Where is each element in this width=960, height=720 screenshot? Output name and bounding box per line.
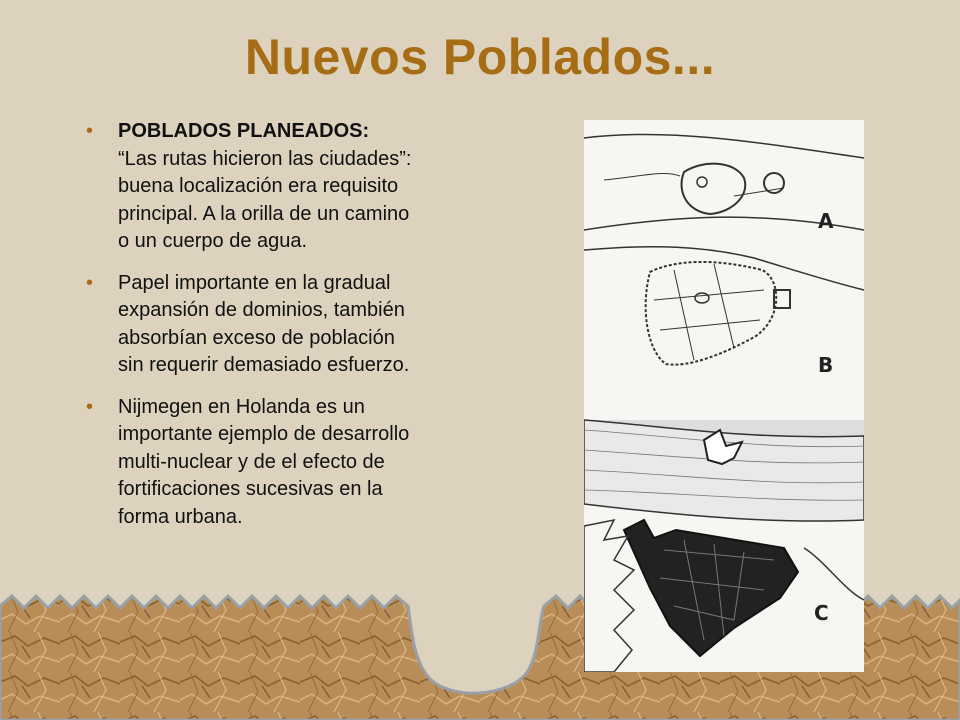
bullet-item [86,118,526,256]
slide-title: Nuevos Poblados... [244,29,716,85]
nijmegen-map-image [584,120,864,672]
bullet-line: o un cuerpo de agua. [118,230,308,252]
bullet-item [86,270,526,380]
bullet-line: Papel importante en la gradual [118,271,391,294]
map-stage-b [584,247,864,365]
bullet-list [86,118,526,545]
bullet-dot-icon: • [86,120,94,142]
bullet-heading: POBLADOS PLANEADOS: [118,120,370,142]
bullet-line: expansión de dominios, también [118,299,405,321]
bullet-line: principal. A la orilla de un camino [118,202,410,225]
bullet-item [86,394,526,532]
map-label-b: B [818,353,834,377]
map-label-c: C [814,601,829,625]
map-stage-c [584,420,864,672]
map-label-a: A [818,209,834,233]
bullet-line: buena localización era requisito [118,175,399,197]
bullet-dot-icon: • [86,271,94,294]
map-drawing [584,120,864,672]
bullet-dot-icon: • [86,395,94,418]
bullet-line: multi-nuclear y de el efecto de [118,450,385,473]
bullet-line: importante ejemplo de desarrollo [118,423,410,445]
bullet-line: sin requerir demasiado esfuerzo. [118,354,410,376]
bullet-line: “Las rutas hicieron las ciudades”: [118,147,412,170]
bullet-line: fortificaciones sucesivas en la [118,478,383,500]
bullet-line: forma urbana. [118,505,243,528]
bullet-line: absorbían exceso de población [118,326,395,349]
bullet-line: Nijmegen en Holanda es un [118,395,365,418]
